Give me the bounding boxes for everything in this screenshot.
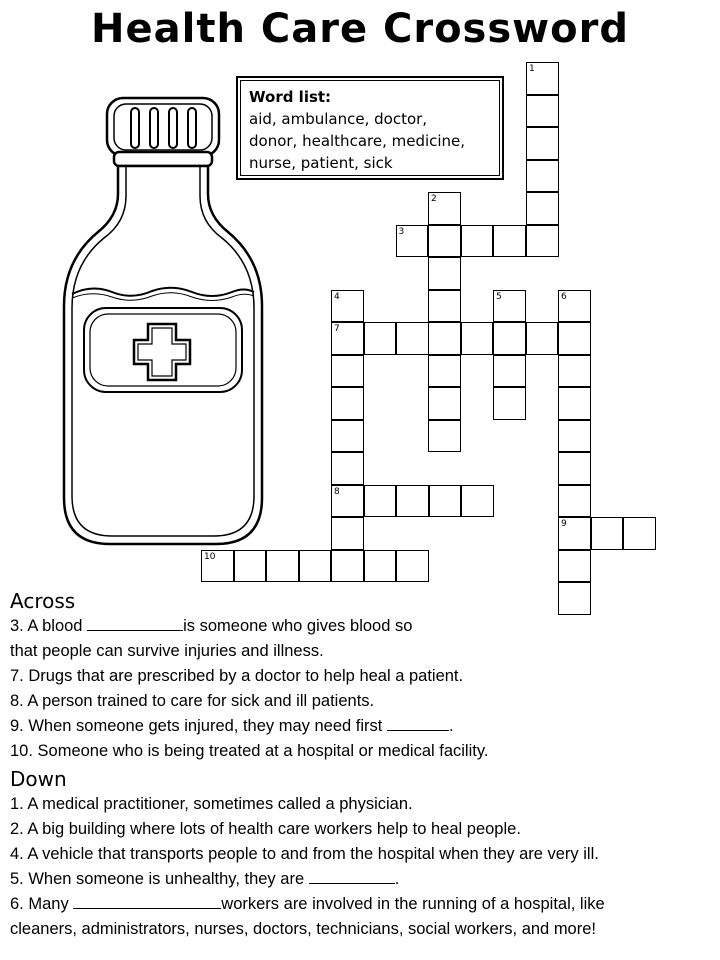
grid-cell[interactable] xyxy=(526,192,559,225)
word-list-heading: Word list: xyxy=(249,88,332,106)
grid-cell[interactable] xyxy=(493,355,526,388)
clue-down-5 xyxy=(10,867,710,892)
grid-cell[interactable] xyxy=(364,550,397,583)
clue-down-2: 2. A big building where lots of health care workers help to heal people. xyxy=(10,820,521,838)
clue-across-9 xyxy=(10,714,710,739)
clue-number: 9 xyxy=(561,519,567,529)
word-list-line-1: aid, ambulance, doctor, xyxy=(249,110,428,128)
clue-text: 9. When someone gets injured, they may need first xyxy=(10,717,383,735)
grid-cell[interactable] xyxy=(396,225,429,258)
grid-cell[interactable] xyxy=(558,550,591,583)
grid-cell[interactable] xyxy=(331,517,364,550)
grid-cell[interactable] xyxy=(364,322,397,355)
grid-cell[interactable] xyxy=(493,225,526,258)
grid-cell[interactable] xyxy=(428,290,461,323)
grid-cell[interactable] xyxy=(558,290,591,323)
grid-cell[interactable] xyxy=(461,322,494,355)
grid-cell[interactable] xyxy=(558,322,591,355)
grid-cell[interactable] xyxy=(526,160,559,193)
clue-across-8: 8. A person trained to care for sick and ill patients. xyxy=(10,692,375,710)
grid-cell[interactable] xyxy=(266,550,299,583)
answer-blank xyxy=(73,894,221,909)
clue-number: 5 xyxy=(496,291,502,302)
grid-cell[interactable] xyxy=(396,322,429,355)
clues-section xyxy=(10,588,710,942)
word-list-box xyxy=(236,76,504,180)
grid-cell[interactable] xyxy=(331,387,364,420)
grid-cell[interactable] xyxy=(493,322,526,355)
clue-number: 10 xyxy=(204,551,216,562)
grid-cell[interactable] xyxy=(623,517,656,550)
grid-cell[interactable] xyxy=(428,355,461,388)
grid-cell[interactable] xyxy=(428,420,461,453)
grid-cell[interactable] xyxy=(461,225,494,258)
clue-across-10: 10. Someone who is being treated at a hospital or medical facility. xyxy=(10,742,489,760)
clue-number: 7 xyxy=(334,324,340,334)
grid-cell[interactable] xyxy=(526,225,559,258)
grid-cell[interactable] xyxy=(331,290,364,323)
page-title: Health Care Crossword xyxy=(91,6,629,52)
clue-across-7: 7. Drugs that are prescribed by a doctor to help heal a patient. xyxy=(10,667,464,685)
word-list-line-2: donor, healthcare, medicine, xyxy=(249,132,466,150)
clue-text: 5. When someone is unhealthy, they are xyxy=(10,870,305,888)
grid-cell[interactable] xyxy=(364,485,397,518)
grid-cell[interactable] xyxy=(331,355,364,388)
grid-cell[interactable] xyxy=(331,485,364,518)
clue-text: 3. A blood xyxy=(10,617,83,635)
clue-text: . xyxy=(448,717,454,735)
grid-cell[interactable] xyxy=(526,62,559,95)
grid-cell[interactable] xyxy=(428,387,461,420)
clue-text: workers are involved in the running of a hospital, like xyxy=(221,895,605,913)
clue-across-3-continued: that people can survive injuries and illness. xyxy=(10,642,324,660)
grid-cell[interactable] xyxy=(591,517,624,550)
grid-cell[interactable] xyxy=(493,290,526,323)
clue-number: 1 xyxy=(529,64,535,74)
grid-cell[interactable] xyxy=(526,127,559,160)
grid-cell[interactable] xyxy=(396,550,429,583)
clue-text: 6. Many xyxy=(10,895,69,913)
grid-cell[interactable] xyxy=(558,517,591,550)
grid-cell[interactable] xyxy=(526,322,559,355)
grid-cell[interactable] xyxy=(461,485,494,518)
clue-number: 3 xyxy=(398,226,405,237)
clue-number: 4 xyxy=(334,291,340,302)
grid-cell[interactable] xyxy=(526,95,559,128)
grid-cell[interactable] xyxy=(558,387,591,420)
grid-cell[interactable] xyxy=(558,485,591,518)
grid-cell[interactable] xyxy=(331,550,364,583)
clue-down-6-continued: cleaners, administrators, nurses, doctors, technicians, social workers, and more! xyxy=(10,920,596,938)
grid-cell[interactable] xyxy=(428,192,461,225)
clue-text: is someone who gives blood so xyxy=(183,617,413,635)
grid-cell[interactable] xyxy=(493,387,526,420)
clue-text: . xyxy=(394,870,400,888)
clue-down-6 xyxy=(10,892,710,917)
grid-cell[interactable] xyxy=(331,322,364,355)
word-list-line-3: nurse, patient, sick xyxy=(249,154,393,172)
clue-across-3 xyxy=(10,614,710,639)
grid-cell[interactable] xyxy=(558,420,591,453)
down-heading: Down xyxy=(10,767,67,791)
grid-cell[interactable] xyxy=(558,452,591,485)
clue-number: 6 xyxy=(561,291,567,302)
grid-cell[interactable] xyxy=(201,550,234,583)
grid-cell[interactable] xyxy=(428,225,461,258)
clue-down-1: 1. A medical practitioner, sometimes called a physician. xyxy=(10,795,413,813)
answer-blank xyxy=(387,716,449,731)
grid-cell[interactable] xyxy=(428,322,461,355)
clue-number: 8 xyxy=(334,486,340,497)
grid-cell[interactable] xyxy=(396,485,429,518)
grid-cell[interactable] xyxy=(299,550,332,583)
clue-down-4: 4. A vehicle that transports people to and from the hospital when they are very ill. xyxy=(10,845,599,863)
grid-cell[interactable] xyxy=(429,485,462,518)
grid-cell[interactable] xyxy=(331,452,364,485)
grid-cell[interactable] xyxy=(558,355,591,388)
answer-blank xyxy=(309,869,395,884)
grid-cell[interactable] xyxy=(428,257,461,290)
grid-cell[interactable] xyxy=(331,420,364,453)
answer-blank xyxy=(87,616,183,631)
clue-number: 2 xyxy=(431,194,437,204)
across-heading: Across xyxy=(10,589,76,613)
grid-cell[interactable] xyxy=(234,550,267,583)
